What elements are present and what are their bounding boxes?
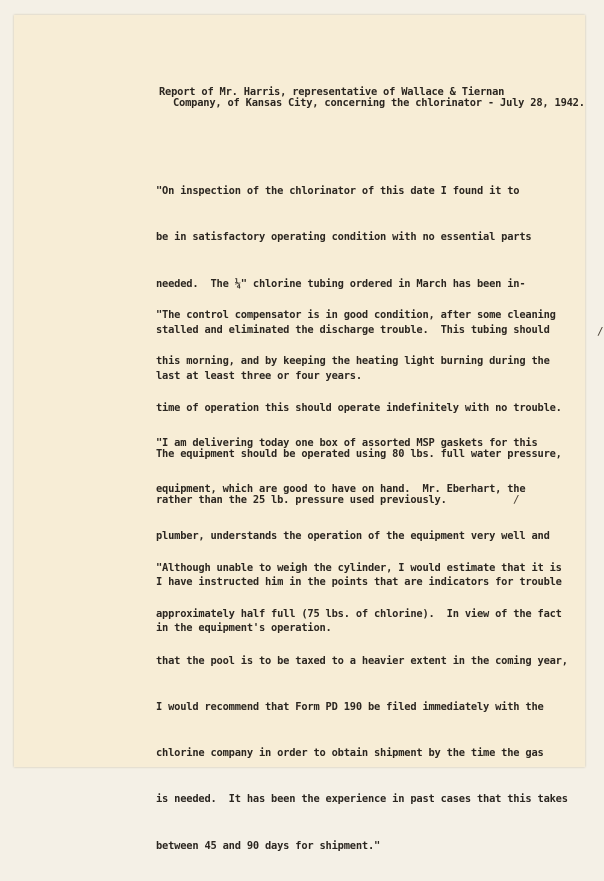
- paragraph-cylinder: [156, 533, 568, 881]
- text-line: this morning, and by keeping the heating light burning during the: [156, 355, 550, 368]
- text-line: equipment, which are good to have on hand. Mr. Eberhart, the: [156, 483, 526, 496]
- text-line: is needed. It has been the experience in past cases that this takes: [156, 793, 568, 806]
- text-line: time of operation this should operate indefinitely with no trouble.: [156, 401, 562, 414]
- text-line: approximately half full (75 lbs. of chlorine). In view of the fact: [156, 608, 562, 621]
- text-line: between 45 and 90 days for shipment.": [156, 839, 381, 852]
- pencil-tick-mark: /: [513, 493, 520, 506]
- text-line: that the pool is to be taxed to a heavier extent in the coming year,: [156, 654, 568, 667]
- text-line: "The control compensator is in good condition, after some cleaning: [156, 309, 556, 321]
- text-line: last at least three or four years.: [156, 370, 362, 383]
- pencil-tick-mark: /: [597, 325, 604, 338]
- text-line: in the equipment's operation.: [156, 622, 332, 635]
- text-line: The equipment should be operated using 80 lbs. full water pressure,: [156, 447, 562, 460]
- text-line: needed. The ¼" chlorine tubing ordered in March has been in-: [156, 277, 526, 290]
- text-line: be in satisfactory operating condition with no essential parts: [156, 231, 532, 244]
- text-line: chlorine company in order to obtain shipment by the time the gas: [156, 747, 544, 760]
- text-line: "On inspection of the chlorinator of this date I found it to: [156, 185, 520, 197]
- text-line: I have instructed him in the points that are indicators for trouble: [156, 575, 562, 588]
- text-line: "I am delivering today one box of assorted MSP gaskets for this: [156, 437, 538, 449]
- report-heading-line-1: Report of Mr. Harris, representative of Wallace & Tiernan: [159, 86, 505, 98]
- text-line: rather than the 25 lb. pressure used previously.: [156, 494, 447, 507]
- text-line: I would recommend that Form PD 190 be filed immediately with the: [156, 700, 544, 713]
- text-line: plumber, understands the operation of the equipment very well and: [156, 529, 550, 542]
- document-page: [14, 15, 604, 852]
- report-heading-line-2: Company, of Kansas City, concerning the chlorinator - July 28, 1942.: [173, 97, 585, 109]
- text-line: stalled and eliminated the discharge trouble. This tubing should: [156, 323, 550, 336]
- text-line: "Although unable to weigh the cylinder, I would estimate that it is: [156, 562, 562, 574]
